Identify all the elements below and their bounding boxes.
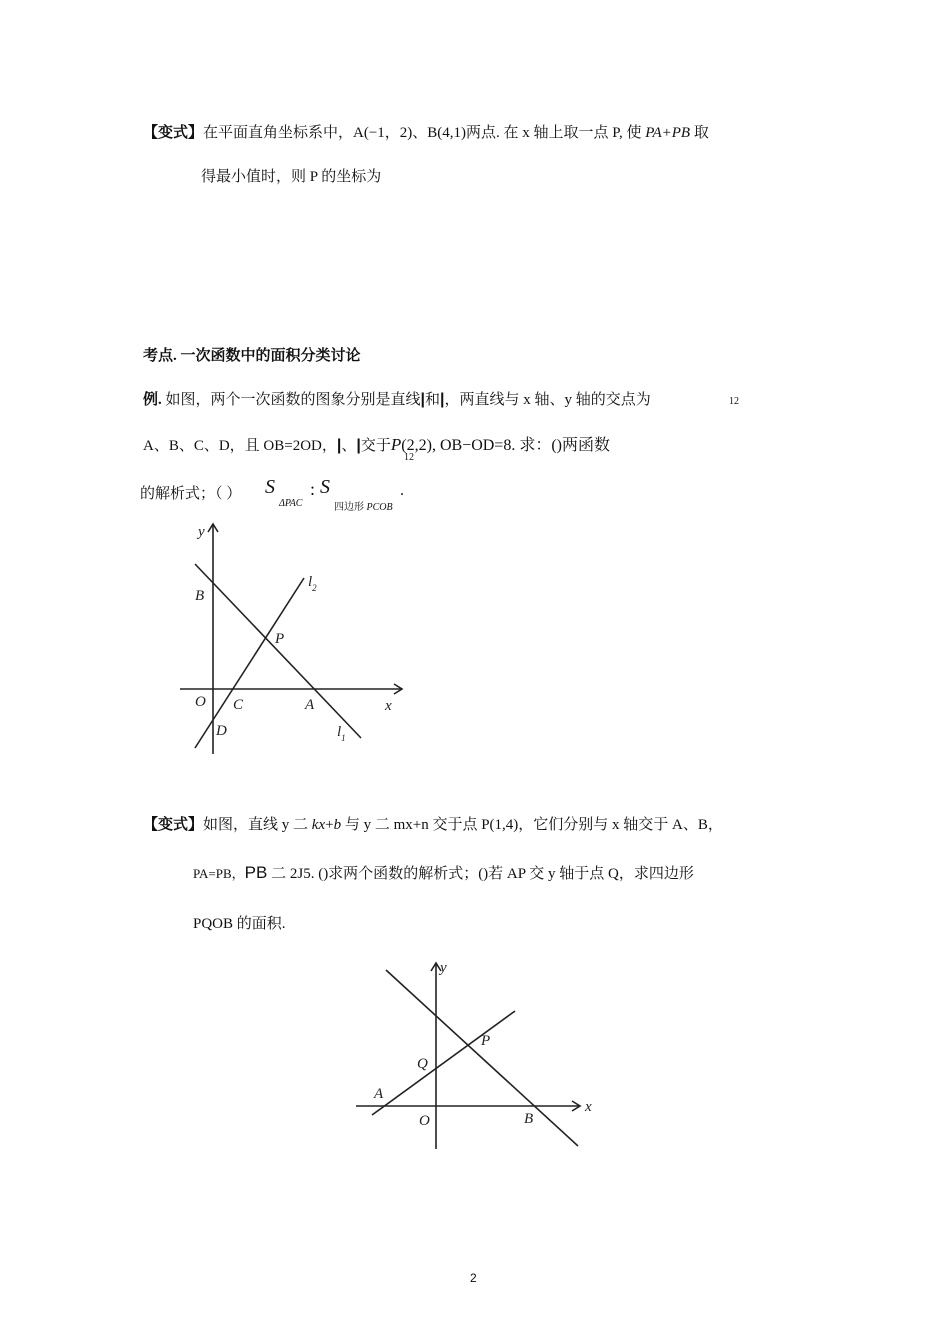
label-y: y (198, 524, 205, 540)
variant2-plus: + (325, 817, 334, 833)
variant1-line2: 得最小值时，则 P 的坐标为 (201, 169, 382, 185)
example-subscript-12a: 12 (729, 396, 739, 407)
label-l1-main: l (337, 724, 342, 740)
area-s1-sub: ΔPAC (279, 498, 303, 509)
example-line2d: (2,2), OB−OD=8. 求：()两函数 (401, 437, 610, 454)
example-line2b: 、 (341, 438, 357, 454)
section-title: 考点. 一次函数中的面积分类讨论 (143, 348, 361, 364)
area-s1: S (265, 476, 275, 498)
line-bar-icon: | (420, 391, 426, 408)
variant1-line1 (143, 121, 709, 142)
line-l2 (195, 578, 304, 748)
example-point: P (390, 435, 402, 454)
example-line2c: 交于 (360, 438, 391, 454)
line-ap (372, 1011, 515, 1115)
variant1-text2: 取 (690, 125, 709, 141)
example-line1b: 和 (425, 392, 441, 408)
variant2-l1a: 如图，直线 y 二 (203, 817, 312, 833)
label-x: x (585, 1099, 592, 1115)
label-b: B (524, 1111, 534, 1127)
label-y: y (440, 960, 447, 976)
line-pb (386, 970, 578, 1146)
area-s2: S (320, 476, 330, 498)
line-bar-icon: | (336, 437, 342, 454)
variant2-line1 (143, 813, 723, 834)
label-l2-main: l (308, 574, 313, 590)
label-q: Q (417, 1056, 428, 1072)
example-line1c: ，两直线与 x 轴、y 轴的交点为 (444, 392, 651, 408)
label-l2-sub: 2 (312, 583, 317, 593)
example-line2a: A、B、C、D，且 OB=2OD， (143, 438, 337, 454)
variant2-l1b: 与 y 二 mx+n 交于点 P(1,4)，它们分别与 x 轴交于 A、B， (341, 817, 723, 833)
variant1-text1: 在平面直角坐标系中，A(−1，2)、B(4,1)两点. 在 x 轴上取一点 P, 使 (203, 125, 646, 141)
example-label: 例. (143, 392, 162, 408)
example-line3: 的解析式；（ ） (140, 486, 242, 502)
label-p: P (481, 1033, 491, 1049)
figure1-graph (170, 518, 420, 758)
variant-tag: 【变式】 (143, 817, 204, 833)
label-c: C (233, 697, 244, 713)
example-line1 (143, 388, 651, 409)
variant2-kx: kx (311, 817, 326, 833)
example-subscript-12b: 12 (404, 452, 414, 463)
variant-tag: 【变式】 (143, 125, 204, 141)
area-s2-sub-it: PCOB (366, 502, 393, 513)
line-bar-icon: | (440, 391, 445, 408)
label-a: A (374, 1086, 384, 1102)
label-d: D (216, 723, 227, 739)
label-x: x (385, 698, 392, 714)
variant1-expr: PA+PB (645, 125, 691, 141)
label-p: P (275, 631, 285, 647)
area-s2-sub (334, 498, 393, 513)
variant2-line2 (193, 862, 694, 883)
label-l1-sub: 1 (341, 733, 346, 743)
variant2-pb: PB (244, 863, 268, 882)
figure2-graph (350, 957, 610, 1155)
area-end: . (400, 482, 404, 499)
variant2-line3: PQOB 的面积. (193, 916, 286, 932)
line-bar-icon: | (356, 437, 361, 454)
page-number: 2 (470, 1271, 477, 1285)
example-line2 (143, 432, 610, 455)
line-l1 (195, 564, 361, 738)
label-o: O (419, 1113, 430, 1129)
label-o: O (195, 694, 206, 710)
example-line1a: 如图，两个一次函数的图象分别是直线 (161, 392, 421, 408)
variant2-l2b: 二 2J5. ()求两个函数的解析式；()若 AP 交 y 轴于点 Q，求四边形 (267, 866, 694, 882)
area-s2-sub-cn: 四边形 (334, 502, 364, 513)
variant2-b: b (333, 817, 342, 833)
label-b: B (195, 588, 205, 604)
label-l1 (337, 724, 346, 743)
variant2-l2a: PA=PB， (193, 866, 245, 881)
label-a: A (305, 697, 315, 713)
label-l2 (308, 574, 317, 593)
area-colon: : (310, 479, 316, 499)
